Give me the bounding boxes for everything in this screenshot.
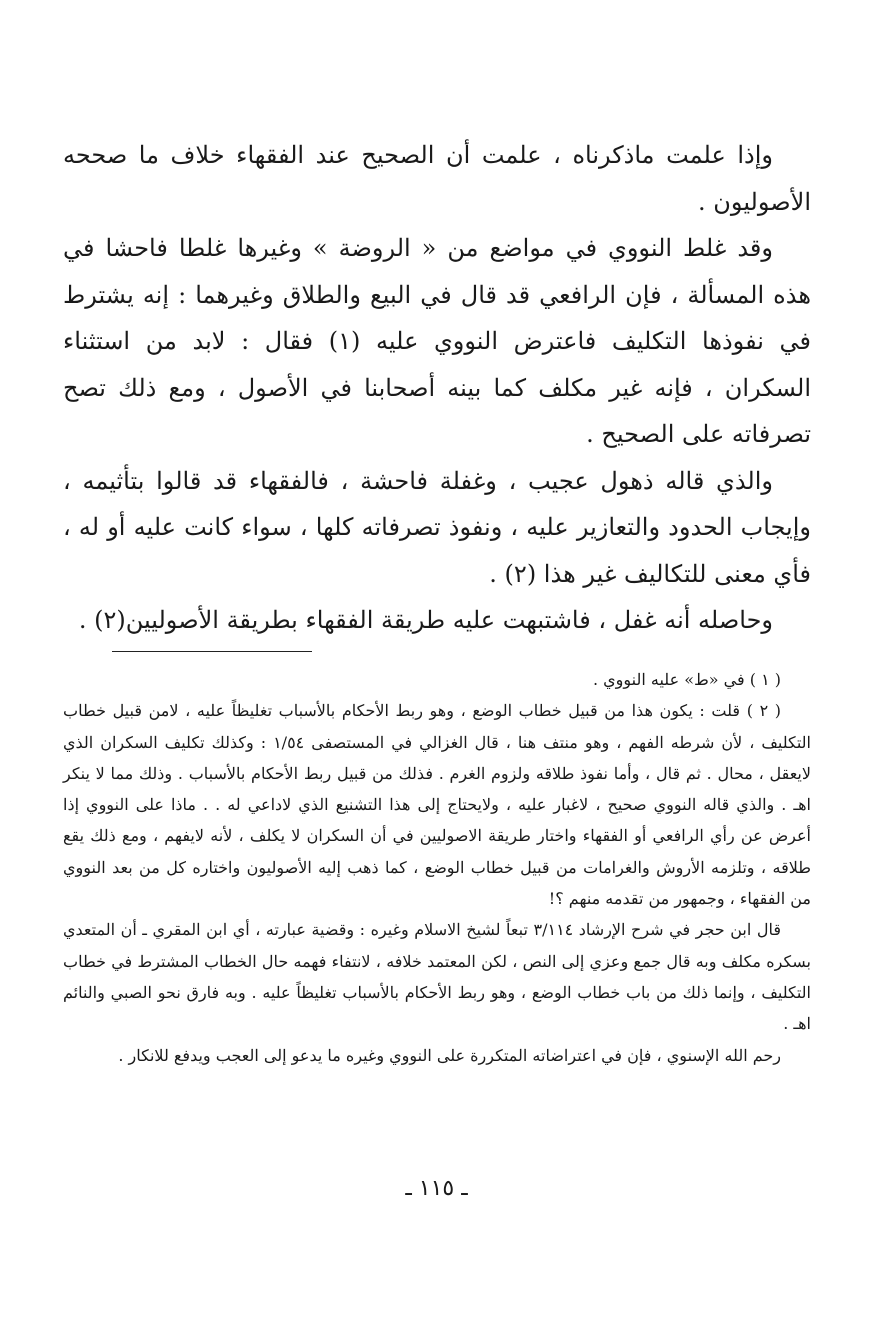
footnote: ( ١ ) في «ط» عليه النووي . xyxy=(592,670,781,689)
footnote: رحم الله الإسنوي ، فإن في اعتراضاته المتكررة على النووي وغيره ما يدعو إلى العجب ويدفع للانكار . xyxy=(118,1045,781,1065)
page-number: ـ ١١٥ ـ xyxy=(405,1176,468,1201)
footnote-divider xyxy=(112,651,312,652)
main-paragraph: وحاصله أنه غفل ، فاشتبهت عليه طريقة الفقهاء بطريقة الأصوليين(٢) . xyxy=(78,606,773,634)
main-paragraph: وقد غلط النووي في مواضع من « الروضة » وغيرها غلطا فاحشا في هذه المسألة ، فإن الرافعي قد قال في البيع والطلاق وغيرهما : إنه يشترط في نفوذها التكليف فاعترض النووي عليه (١) فقال : لابد من استثناء السكران ، فإنه غير مكلف كما بينه أصحابنا في الأصول ، ومع ذلك تصح تصرفاته على الصحيح . xyxy=(63,234,812,448)
footnote: ( ٢ ) قلت : يكون هذا من قبيل خطاب الوضع ، وهو ربط الأحكام بالأسباب تغليظاً عليه ، لامن قبيل خطاب التكليف ، لأن شرطه الفهم ، وهو منتف هنا ، قال الغزالي في المستصفى ١/٥٤ : وكذلك تكليف السكران الذي لايعقل ، محال . ثم قال ، وأما نفوذ طلاقه ولزوم الغرم . فذلك من قبيل ربط الأحكام بالأسباب . وذلك مما لا ينكر اهـ . والذي قاله النووي صحيح ، لاغبار عليه ، ولايحتاج إلى هذا التشنيع الذي لاداعي له . . ماذا على النووي إذا أعرض عن رأي الرافعي أو الفقهاء واختار طريقة الاصوليين في أن السكران لا يكلف ، لأنه لايفهم ، ومع ذلك يقع طلاقه ، وتلزمه الأروش والغرامات من قبيل خطاب الوضع ، كما ذهب إليه الأصوليون واختاره كل من بعد النووي من الفقهاء ، وجمهور من تقدمه منهم ؟! xyxy=(63,701,812,909)
footnote: قال ابن حجر في شرح الإرشاد ٣/١١٤ تبعاً لشيخ الاسلام وغيره : وقضية عبارته ، أي ابن المقري ـ أن المتعدي بسكره مكلف وبه قال جمع وعزي إلى النص ، لكن المعتمد خلافه ، لانتفاء فهمه حال الخطاب المشترط في خطاب التكليف ، وإنما ذلك من باب خطاب الوضع ، وهو ربط الأحكام بالأسباب تغليظاً عليه . وبه فارق نحو الصبي والنائم اهـ . xyxy=(63,920,812,1034)
main-paragraph: وإذا علمت ماذكرناه ، علمت أن الصحيح عند الفقهاء خلاف ما صححه الأصوليون . xyxy=(63,141,811,216)
main-text xyxy=(63,132,811,644)
main-paragraph: والذي قاله ذهول عجيب ، وغفلة فاحشة ، فالفقهاء قد قالوا بتأثيمه ، وإيجاب الحدود والتعازير عليه ، ونفوذ تصرفاته كلها ، سواء كانت عليه أو له ، فأي معنى للتكاليف غير هذا (٢) . xyxy=(63,466,811,588)
footnotes xyxy=(63,664,811,1071)
